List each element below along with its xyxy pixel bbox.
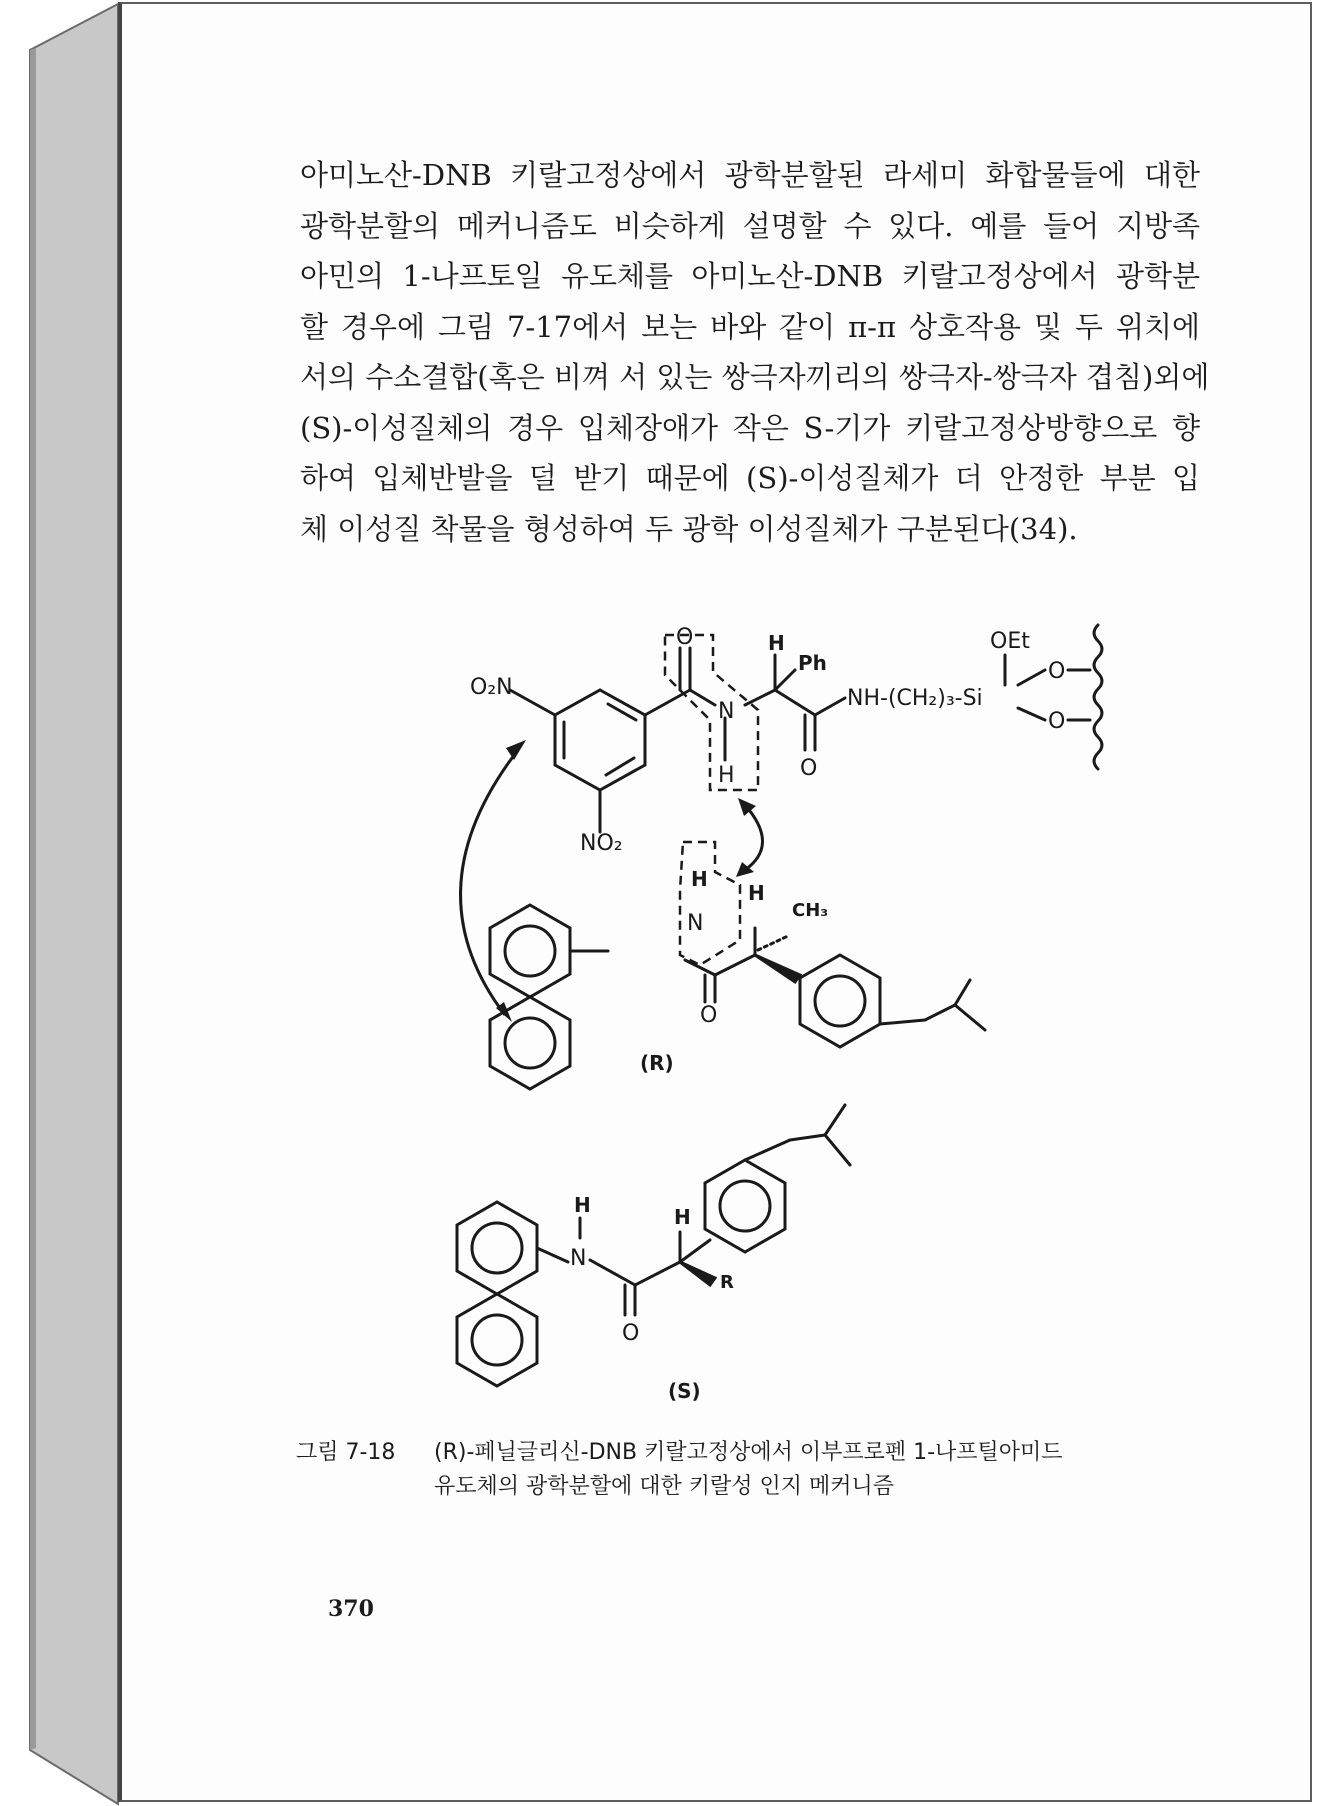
naphthalene-ring-s: [457, 1202, 537, 1386]
ch3-label: CH₃: [792, 900, 829, 921]
body-line: 아미노산-DNB 키랄고정상에서 광학분할된 라세미 화합물들에 대한: [300, 158, 1200, 192]
body-line: 하여 입체반발을 덜 받기 때문에 (S)-이성질체가 더 안정한 부분 입: [300, 461, 1200, 495]
body-line: (S)-이성질체의 경우 입체장애가 작은 S-기가 키랄고정상방향으로 향: [300, 410, 1200, 445]
r-group-label: R: [720, 1272, 734, 1293]
nh-h-label: H: [574, 1193, 591, 1217]
no2-label: NO₂: [580, 831, 623, 856]
carbonyl-o-label: O: [700, 1003, 718, 1028]
caption-label: 그림 7-18: [296, 1440, 396, 1465]
body-line: 체 이성질 착물을 형성하여 두 광학 이성질체가 구분된다(34).: [300, 511, 1078, 546]
phenyl-ring-s: [705, 1160, 785, 1252]
nh-n-label: N: [570, 1246, 587, 1271]
linker-label: NH-(CH₂)₃-Si: [847, 686, 983, 711]
carbonyl-o-label: O: [622, 1321, 640, 1346]
nh-n-label: N: [687, 911, 704, 936]
amide-h-label: H: [718, 763, 735, 788]
phenyl-ring-r: [800, 955, 880, 1047]
amide-o-label: O: [800, 756, 818, 781]
oet-label: OEt: [990, 629, 1030, 654]
alpha-h-label: H: [768, 631, 785, 655]
chiral-recognition-figure: [440, 610, 1160, 1430]
naphthalene-ring-r: [490, 905, 570, 1089]
caption-line: (R)-페닐글리신-DNB 키랄고정상에서 이부프로펜 1-나프틸아미드: [434, 1440, 1063, 1465]
si-o-label: O: [1048, 659, 1066, 684]
o2n-label: O₂N: [470, 675, 513, 700]
body-paragraph: [300, 150, 1210, 554]
body-line: 광학분할의 메커니즘도 비슷하게 설명할 수 있다. 예를 들어 지방족: [300, 208, 1200, 243]
alpha-h-label: H: [748, 881, 765, 905]
body-line: 아민의 1-나프토일 유도체를 아미노산-DNB 키랄고정상에서 광학분: [300, 259, 1200, 293]
si-o-label: O: [1048, 709, 1066, 734]
amide-n-label: N: [718, 699, 735, 724]
body-line: 서의 수소결합(혹은 비껴 서 있는 쌍극자끼리의 쌍극자-쌍극자 겹침)외에: [300, 360, 1210, 394]
dnb-benzene-ring: [555, 690, 645, 790]
alpha-h-label: H: [674, 1205, 691, 1229]
r-config-label: (R): [640, 1051, 674, 1075]
figure-caption: [296, 1436, 1196, 1504]
nh-h-label: H: [691, 867, 708, 891]
carbonyl-o-label: O: [676, 625, 694, 650]
page-number: 370: [328, 1596, 374, 1622]
s-config-label: (S): [668, 1379, 701, 1403]
caption-line: 유도체의 광학분할에 대한 키랄성 인지 메커니즘: [434, 1474, 895, 1499]
body-line: 할 경우에 그림 7-17에서 보는 바와 같이 π-π 상호작용 및 두 위치에: [300, 309, 1200, 344]
phenyl-label: Ph: [798, 651, 827, 675]
